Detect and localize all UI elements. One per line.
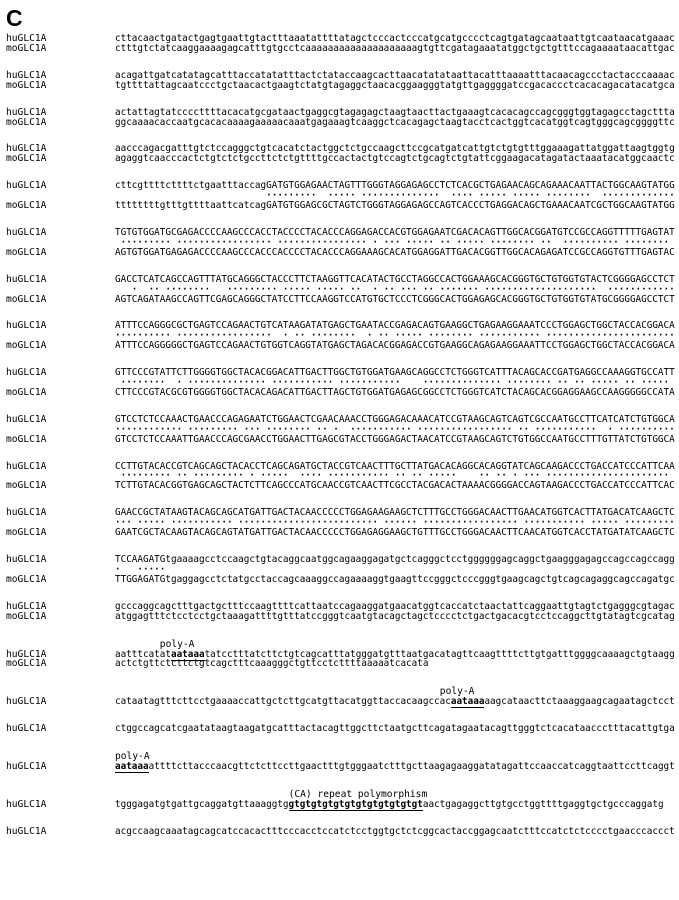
sequence-row-label: moGLC1A xyxy=(6,340,47,352)
sequence-row-label: moGLC1A xyxy=(6,293,47,305)
sequence-row-label: moGLC1A xyxy=(6,527,47,539)
alignment-block xyxy=(6,462,679,492)
sequence-text: TCTTGTACACGGTGAGCAGCTACTCTTCAGCCCATGCAACCGTCAACTTCGCCTACGACACTAAAACGGGGACCAGTAAGACCCTGACCATCCCATTCAC xyxy=(115,480,675,492)
sequence-row xyxy=(6,435,679,445)
alignment-block xyxy=(6,686,679,707)
sequence-row-label: moGLC1A xyxy=(6,153,47,165)
identity-dots: · ····· xyxy=(115,563,675,575)
sequence-text: GTCCTCTCCAAACTGAACCCAGAGAATCTGGAACTCGAACAAACCTGGGAGACAAACATCCGTAAGCAGTCAGTCGCCAATGCCTTCATCATCTGTGGCA xyxy=(115,413,675,425)
sequence-row-label: moGLC1A xyxy=(6,658,47,670)
sequence-row xyxy=(6,248,679,258)
alignment-block xyxy=(6,108,679,128)
alignment-block xyxy=(6,34,679,54)
sequence-row xyxy=(6,659,679,669)
sequence-text: actctgttctcttctgtcagctttcaaagggctgttcctcttttaaaaatcacata xyxy=(115,658,429,670)
sequence-row xyxy=(6,341,679,351)
sequence-row xyxy=(6,44,679,54)
poly-a-label: poly-A xyxy=(115,751,150,763)
sequence-text: aatttcatataataaatatcctttatcttctgtcagcatttatgggatgtttaatgacatagttcaagttttcttgtgatttggggcaaaagctgtaagg xyxy=(115,648,675,660)
sequence-row xyxy=(6,612,679,622)
sequence-text: ctggccagcatcgaatataagtaagatgcatttactacagttggcttctaatgcttcagatagaatacagttgggtctcacataaccctttacattgtga xyxy=(115,723,675,735)
underlined-motif: aataaa xyxy=(115,761,149,773)
sequence-row-label: moGLC1A xyxy=(6,79,47,91)
sequence-row-label: huGLC1A xyxy=(6,799,47,811)
sequence-text: acgccaagcaaatagcagcatccacactttcccacctccatctcctggtgctctcggcactaccggagcaatctttccatctctcccctgaacccaccct xyxy=(115,825,675,837)
sequence-text: agaggtcaacccactctgtctctgccttctctgttttgccactactgtccagtctgcagtctgtattcggaagacatagatactaaatacatggcaactc xyxy=(115,153,675,165)
alignment-block xyxy=(6,368,679,398)
poly-a-label: poly-A xyxy=(439,686,475,698)
alignment-block xyxy=(6,639,679,670)
sequence-row xyxy=(6,762,679,772)
alignment-block xyxy=(6,827,679,837)
identity-dots: ········ · ·············· ··········· ··········· ·············· ········ ·· ·· ····· ·· ····· xyxy=(115,377,675,389)
sequence-row xyxy=(6,81,679,91)
sequence-row xyxy=(6,388,679,398)
sequence-row xyxy=(6,575,679,585)
sequence-row-label: moGLC1A xyxy=(6,246,47,258)
sequence-row-label: huGLC1A xyxy=(6,723,47,735)
alignment-block xyxy=(6,602,679,622)
alignment-block xyxy=(6,144,679,164)
sequence-text: AGTCAGATAAGCCAGTTCGAGCAGGGCTATCCTTCCAAGGTCCATGTGCTCCCTCGGGCACTGGAGAGCACGGGTGCTGTGGTGTATGCGGGGAGCCTCT xyxy=(115,293,675,305)
sequence-text: gcccaggcagctttgactgctttccaagttttcattaatccagaaggatgaacatggtcaccatctaactattcaggaattgtagtctgagggcgtagac xyxy=(115,600,675,612)
sequence-row-label: huGLC1A xyxy=(6,143,47,155)
sequence-text: acagattgatcatatagcatttaccatatatttactctataccaagcacttaacatatataattacatttaaaatttacaacagccctactacccaaaac xyxy=(115,69,675,81)
identity-dots: ············ ········· ··· ········ ·· · ··········· ················· ·· ··········· · ·········· xyxy=(115,423,675,435)
sequence-row-label: huGLC1A xyxy=(6,226,47,238)
sequence-text: atggagtttctcctcctgctaaagattttgtttatccgggtcaatgtacagctagctcccctctgactgacacgtcctccaggcttgtatagtcgcatag xyxy=(115,610,675,622)
identity-dots: ·········· ················· · ·· ········ · ·· ····· ········ ··········· ······················· xyxy=(115,330,675,342)
ca-repeat-label: (CA) repeat polymorphism xyxy=(288,789,428,801)
sequence-text: CCTTGTACACCGTCAGCAGCTACACCTCAGCAGATGCTACCGTCAACTTTGCTTATGACACAGGCACAGGTATCAGCAAGACCCTGACCATCCCATTCAA xyxy=(115,460,675,472)
sequence-text: GTCCTCTCCAAATTGAACCCAGCGAACCTGGAACTTGAGCGTACCTGGGAGACTAACATCCGTAAGCAGTCTGTGGCCAATGCCTTTGTTATCTGTGGCA xyxy=(115,433,675,445)
sequence-row-label: huGLC1A xyxy=(6,554,47,565)
alignment-block xyxy=(6,275,679,305)
alignment-block xyxy=(6,181,679,211)
sequence-text: ATTTCCAGGGGGCTGAGTCCAGAACTGTGGTCAGGTATGAGCTAGACACGGAGACCGTGAAGGCAGAGAAGGAAATTCCTGGAGCTGGCTACCACGGACA xyxy=(115,340,675,352)
sequence-row xyxy=(6,481,679,491)
sequence-row-label: moGLC1A xyxy=(6,386,47,398)
sequence-row-label: moGLC1A xyxy=(6,610,47,622)
sequence-row-label: huGLC1A xyxy=(6,33,47,44)
sequence-row-label: moGLC1A xyxy=(6,480,47,492)
alignment-block xyxy=(6,555,679,585)
sequence-text: TTGGAGATGtgaggagcctctatgcctaccagcaaaggccagaaaaggtgaagttccgggctcccgggtgaagcagctgtcagcagaggcagccagatgc xyxy=(115,573,675,585)
sequence-row-label: huGLC1A xyxy=(6,600,47,612)
sequence-text: ATTTCCAGGGCGCTGAGTCCAGAACTGTCATAAGATATGAGCTGAATACCGAGACAGTGAAGGCTGAGAAGGAAATCCCTGGAGCTGGCTACCACGGACA xyxy=(115,320,675,332)
sequence-row-label: huGLC1A xyxy=(6,460,47,472)
sequence-text: TCCAAGATGtgaaaagcctccaagctgtacaggcaatggcagaaggagatgctcagggctcctggggggagcaggctgaagggagagccagccagccagg xyxy=(115,554,675,565)
sequence-row xyxy=(6,528,679,538)
sequence-row-label: huGLC1A xyxy=(6,273,47,285)
sequence-text: actattagtatccccttttacacatgcgataactgaggcgtagagagctaagtaacttactgaaagtcacacagccagcgggtggtagagcctagcttta xyxy=(115,106,675,118)
sequence-text: cttcgttttcttttctgaatttaccagGATGTGGAGAACTAGTTTGGGTAGGAGAGCCTCTCACGCTGAGAACAGCAGAAACAATTACTGGCAAGTATGG xyxy=(115,180,675,192)
sequence-text: GAATCGCTACAAGTACAGCAGTATGATTGACTACAACCCCCTGGAGAGGAAGCTGTTTGCCTGGGACAACTTCAACATGGTCACCTATGATATCAAGCTC xyxy=(115,527,675,539)
sequence-row xyxy=(6,201,679,211)
sequence-row-label: moGLC1A xyxy=(6,42,47,54)
sequence-row-label: huGLC1A xyxy=(6,648,47,660)
alignment-block xyxy=(6,71,679,91)
sequence-row-label: huGLC1A xyxy=(6,507,47,519)
sequence-row xyxy=(6,697,679,707)
sequence-row-label: moGLC1A xyxy=(6,573,47,585)
sequence-text: aataaaattttcttacccaacgttctcttccttgaactttgtgggaatctttgcttaagagaaggatatagattccaaccatcaggtaattccttcaggt xyxy=(115,761,675,773)
underlined-motif: aataaa xyxy=(170,648,205,660)
sequence-text: TGTGTGGATGCGAGACCCCAAGCCCACCTACCCCTACACCCAGGAGACCACGTGGAGAATCGACACAGTTGGCACGGATGTCCGCCAGGTTTTTGAGTAT xyxy=(115,226,675,238)
sequence-row xyxy=(6,118,679,128)
underlined-motif: aataaa xyxy=(450,696,485,708)
sequence-row-label: moGLC1A xyxy=(6,200,47,212)
sequence-row-label: huGLC1A xyxy=(6,69,47,81)
underlined-motif: gtgtgtgtgtgtgtgtgtgtgtgt xyxy=(288,799,423,811)
alignment-block xyxy=(6,228,679,258)
sequence-text: CTTCCCGTACGCGTGGGGTGGCTACACAGACATTGACTTAGCTGTGGATGAGAGCGGCCTCTGGGTCATCTACAGCACGGAGGAAGCCAAGGGGGCCATA xyxy=(115,386,675,398)
sequence-row-label: huGLC1A xyxy=(6,825,47,837)
sequence-text: cttacaactgatactgagtgaattgtactttaaatattttatagctcccactcccatgcatgcccctcagtgatagcaataattgtcaataacatgaaac xyxy=(115,33,675,44)
sequence-row xyxy=(6,154,679,164)
identity-dots: · ·· ········ ········· ····· ····· ·· · ·· ··· ·· ······· ···················· ············ xyxy=(115,283,675,295)
sequence-row-label: huGLC1A xyxy=(6,367,47,379)
sequence-text: cataatagtttcttcctgaaaaccattgctcttgcatgttacatggttaccacaagccacaataaaaagcataacttctaaaggaagcagaatagctcct xyxy=(115,696,675,708)
sequence-alignment xyxy=(6,34,679,837)
alignment-block xyxy=(6,508,679,538)
sequence-row-label: huGLC1A xyxy=(6,413,47,425)
identity-dots: ········· ····· ·············· ···· ····· ····· ········ ············· xyxy=(115,190,675,202)
alignment-block xyxy=(6,789,679,810)
sequence-text: AGTGTGGATGAGAGACCCCAAGCCCACCCACCCCTACACCCAGGAAAGCACATGGAGGATTGACACGGTTGGCACAGAGATCCGCCAGGTGTTTGAGTAC xyxy=(115,246,675,258)
sequence-row-label: moGLC1A xyxy=(6,433,47,445)
identity-dots: ········· ·· ········· · ····· ···· ··········· ·· ·· ····· ·· ·· · ··· ······················ xyxy=(115,470,675,482)
alignment-block xyxy=(6,724,679,734)
sequence-row xyxy=(6,827,679,837)
sequence-text: ttttttttgtttgttttaattcatcagGATGTGGAGCGCTAGTCTGGGTAGGAGAGCCAGTCACCCTGAGGACAGCTGAAACAATCGCTGGCAAGTATGG xyxy=(115,200,675,212)
sequence-row-label: huGLC1A xyxy=(6,696,47,708)
sequence-row-label: huGLC1A xyxy=(6,320,47,332)
alignment-block xyxy=(6,321,679,351)
identity-dots: ··· ····· ··········· ························· ······ ················· ··········· ····· ········· xyxy=(115,517,675,529)
alignment-block xyxy=(6,751,679,772)
sequence-text: ggcaaaacaccaatgcacacaaaagaaaaacaaatgagaaagtcaaggctcacagagctaagtacctcactggtcacatggtcagtgggcagcggggttc xyxy=(115,116,675,128)
sequence-text: ctttgtctatcaaggaaaagagcatttgtgcctcaaaaaaaaaaaaaaaaaaaagtgttcgatagaaatatggctgctgtttccagaaaataacattgac xyxy=(115,42,675,54)
figure-panel-label: C xyxy=(6,5,23,31)
sequence-text: GACCTCATCAGCCAGTTTATGCAGGGCTACCCTTCTAAGGTTCACATACTGCCTAGGCCACTGGAAAGCACGGGTGCTGTGGTGTACTCGGGGAGCCTCT xyxy=(115,273,675,285)
sequence-row xyxy=(6,800,679,810)
sequence-row-label: moGLC1A xyxy=(6,116,47,128)
sequence-text: tgggagatgtgattgcaggatgttaaaggtggtgtgtgtgtgtgtgtgtgtgtgtaactgagaggcttgtgcctggttttgaggtgctgcccaggatg xyxy=(115,799,664,811)
sequence-row xyxy=(6,724,679,734)
sequence-row-label: huGLC1A xyxy=(6,180,47,192)
sequence-row-label: huGLC1A xyxy=(6,106,47,118)
identity-dots: ········· ················· ················ · ··· ····· ·· ····· ········ ·· ·········· ········ xyxy=(115,236,675,248)
sequence-row-label: huGLC1A xyxy=(6,761,47,773)
sequence-text: tgttttattagcaatccctgctaacactgaagtctatgtagaggctaacacggaagggtatgttgaggggatccgacaccctcacacagacatacatgca xyxy=(115,79,675,91)
sequence-row xyxy=(6,295,679,305)
sequence-text: aacccagacgatttgtctccagggctgtcacatctactggctctgccaagcttccgcatgatcattgtctgtgtttggaaagattatggattaagtggtg xyxy=(115,143,675,155)
sequence-text: GAACCGCTATAAGTACAGCAGCATGATTGACTACAACCCCCTGGAGAAGAAGCTCTTTGCCTGGGACAACTTGAACATGGTCACTTATGACATCAAGCTC xyxy=(115,507,675,519)
sequence-text: GTTCCCGTATTCTTGGGGTGGCTACACGGACATTGACTTGGCTGTGGATGAAGCAGGCCTCTGGGTCATTTACAGCACCGATGAGGCCAAAGGTGCCATT xyxy=(115,367,675,379)
alignment-block xyxy=(6,415,679,445)
poly-a-label: poly-A xyxy=(159,638,195,650)
